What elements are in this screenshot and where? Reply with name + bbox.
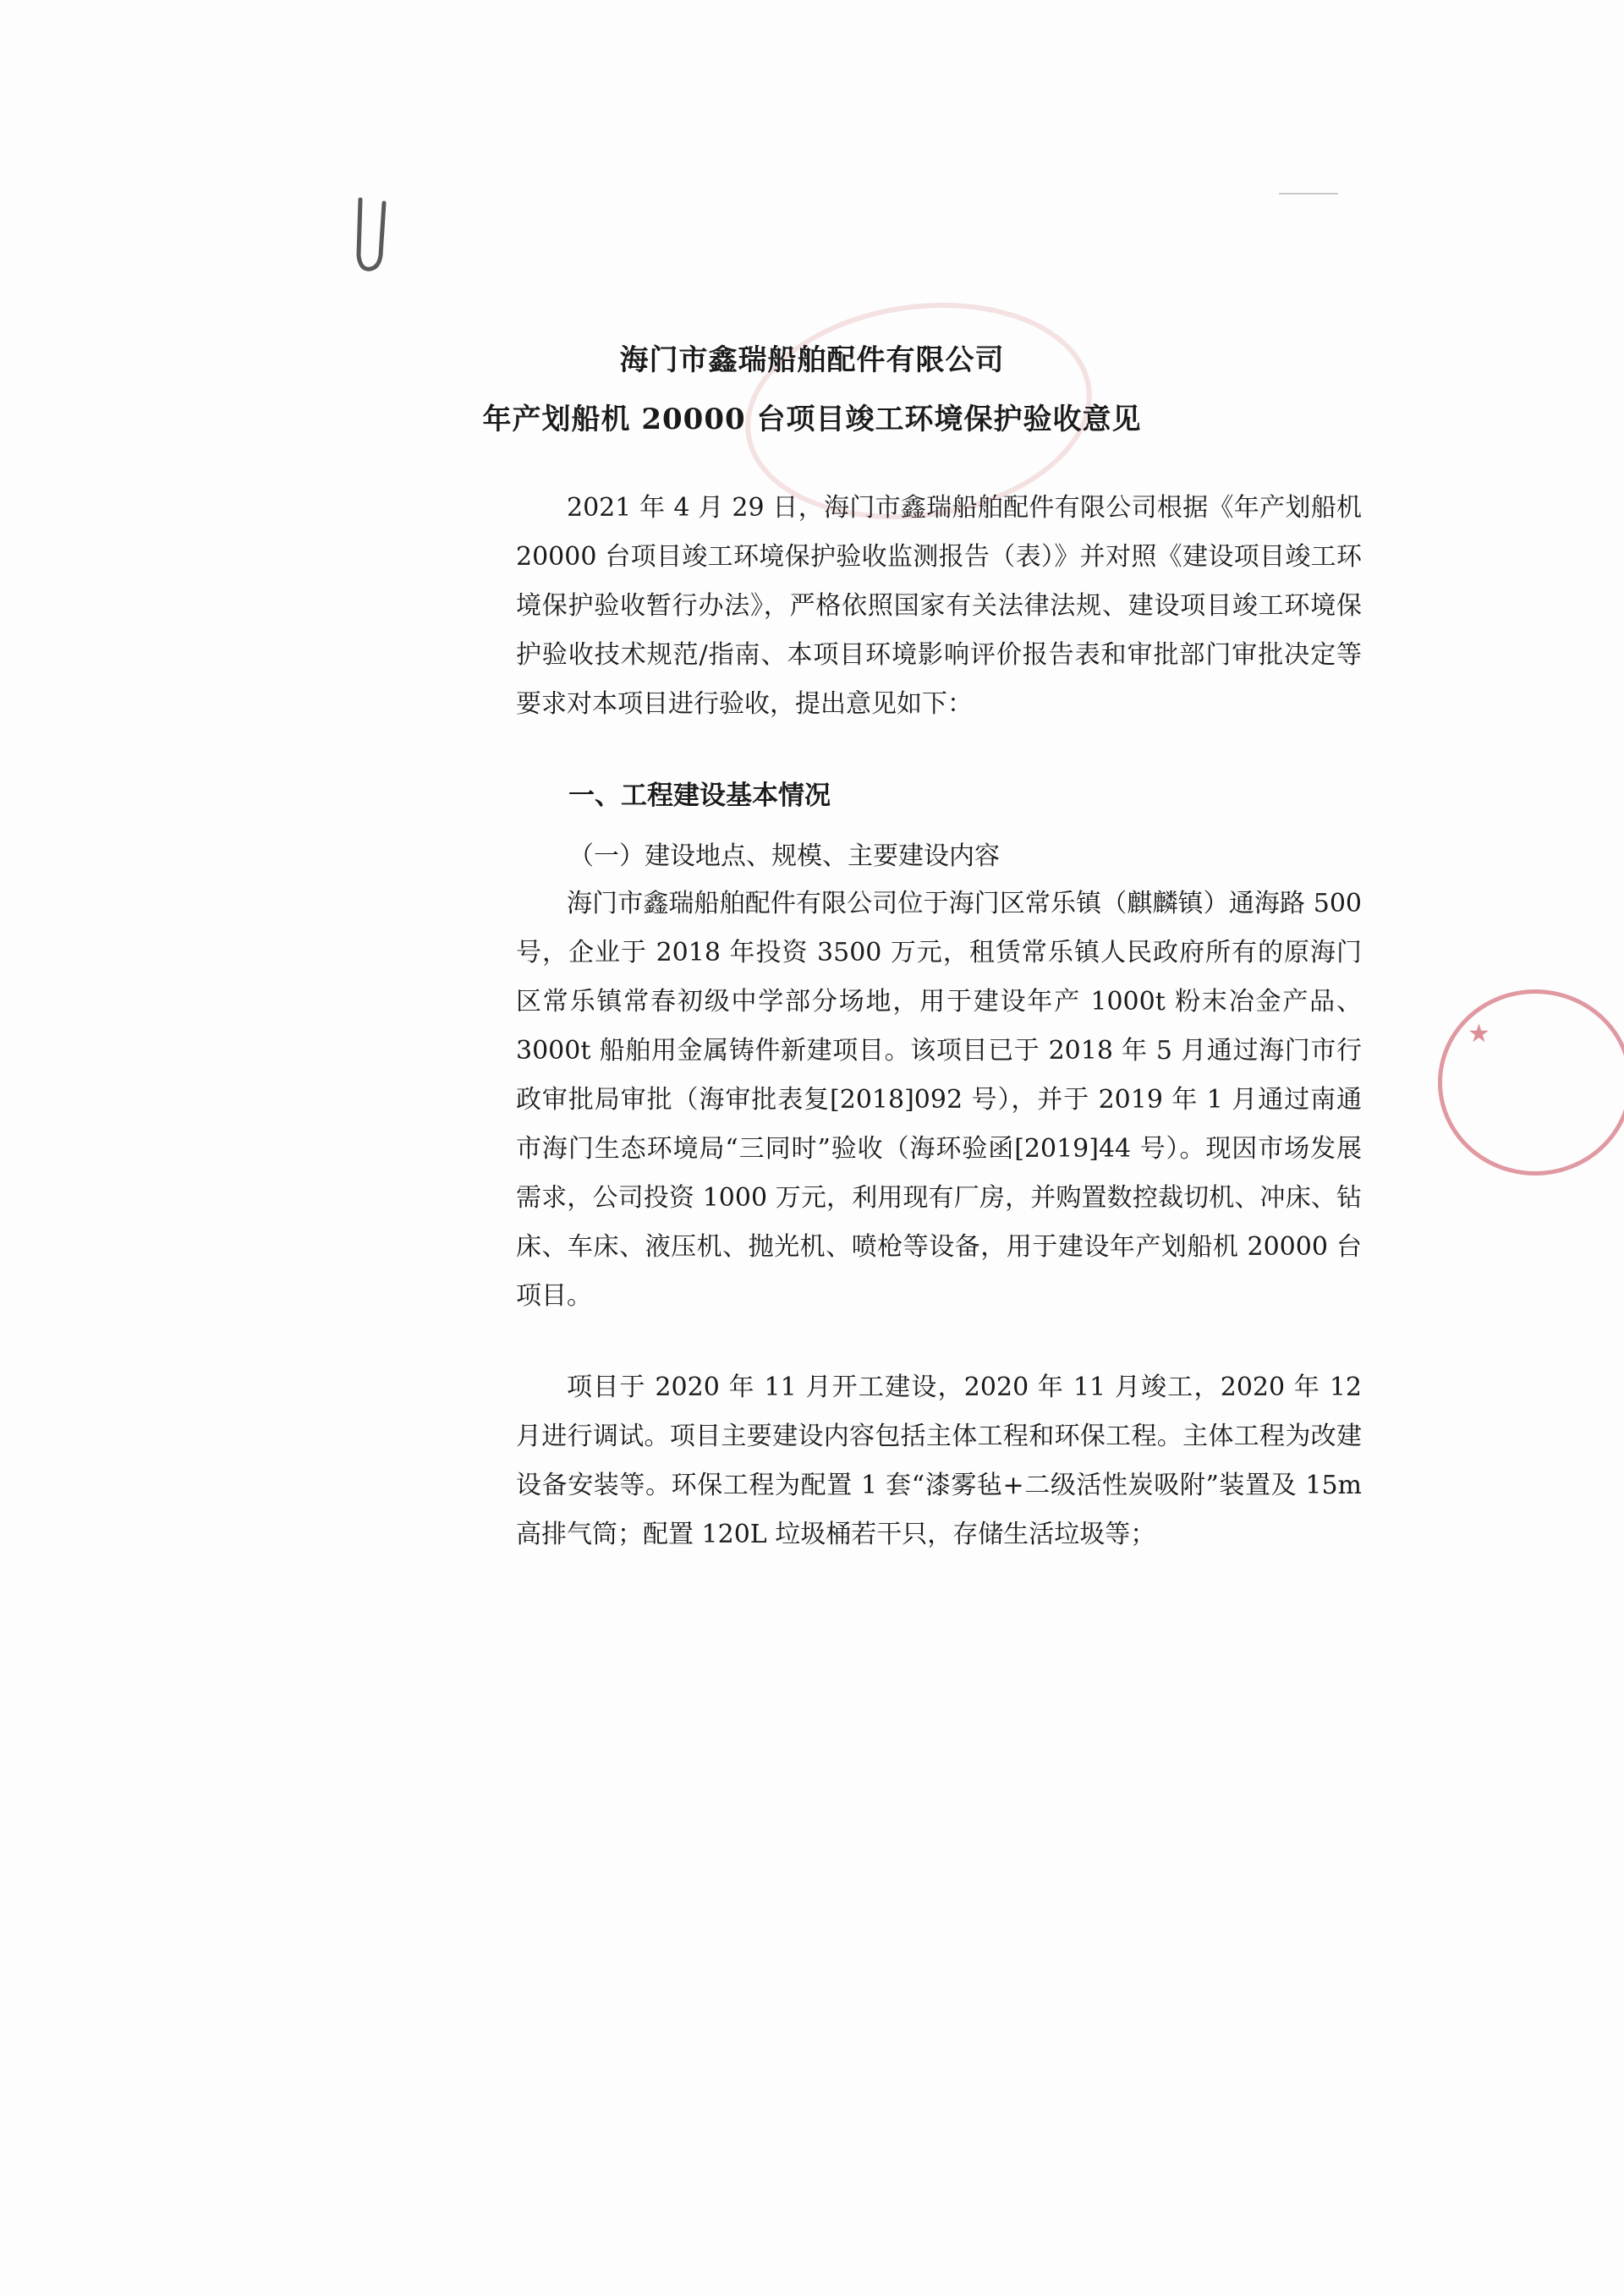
schedule-paragraph: 项目于 2020 年 11 月开工建设，2020 年 11 月竣工，2020 年 12 月进行调试。项目主要建设内容包括主体工程和环保工程。主体工程为改建设备安装等。环保工程为配置 1 套“漆雾毡+二级活性炭吸附”装置及 15m 高排气筒；配置 120L 垃圾桶若干只，存储生活垃圾等； xyxy=(516,1373,1362,1549)
red-seal-stamp xyxy=(1438,989,1624,1175)
document-title-subject: 年产划船机 20000 台项目竣工环境保护验收意见 xyxy=(482,403,1142,436)
paper-clip-icon xyxy=(354,196,387,274)
location-paragraph: 海门市鑫瑞船舶配件有限公司位于海门区常乐镇（麒麟镇）通海路 500 号，企业于 2018 年投资 3500 万元，租赁常乐镇人民政府所有的原海门区常乐镇常春初级中学部分场地，用于建设年产 1000t 粉末冶金产品、3000t 船舶用金属铸件新建项目。该项目已于 2018 年 5 月通过海门市行政审批局审批（海审批表复[2018]092 号），并于 2019 年 1 月通过南通市海门生态环境局“三同时”验收（海环验函[2019]44 号）。现因市场发展需求，公司投资 1000 万元，利用现有厂房，并购置数控裁切机、冲床、钻床、车床、液压机、抛光机、喷枪等设备，用于建设年产划船机 20000 台项目。 xyxy=(516,889,1362,1311)
scan-edge-mark xyxy=(1279,193,1338,195)
document-title-company: 海门市鑫瑞船舶配件有限公司 xyxy=(619,343,1005,377)
seal-text: ★ xyxy=(1464,1019,1494,1049)
section-heading: 一、工程建设基本情况 xyxy=(568,781,831,811)
intro-paragraph: 2021 年 4 月 29 日，海门市鑫瑞船舶配件有限公司根据《年产划船机 20000 台项目竣工环境保护验收监测报告（表）》并对照《建设项目竣工环境保护验收暂行办法》，严格依照国家有关法律法规、建设项目竣工环境保护验收技术规范/指南、本项目环境影响评价报告表和审批部门审批决定等要求对本项目进行验收，提出意见如下： xyxy=(516,493,1362,719)
subsection-heading: （一）建设地点、规模、主要建设内容 xyxy=(568,841,1000,871)
